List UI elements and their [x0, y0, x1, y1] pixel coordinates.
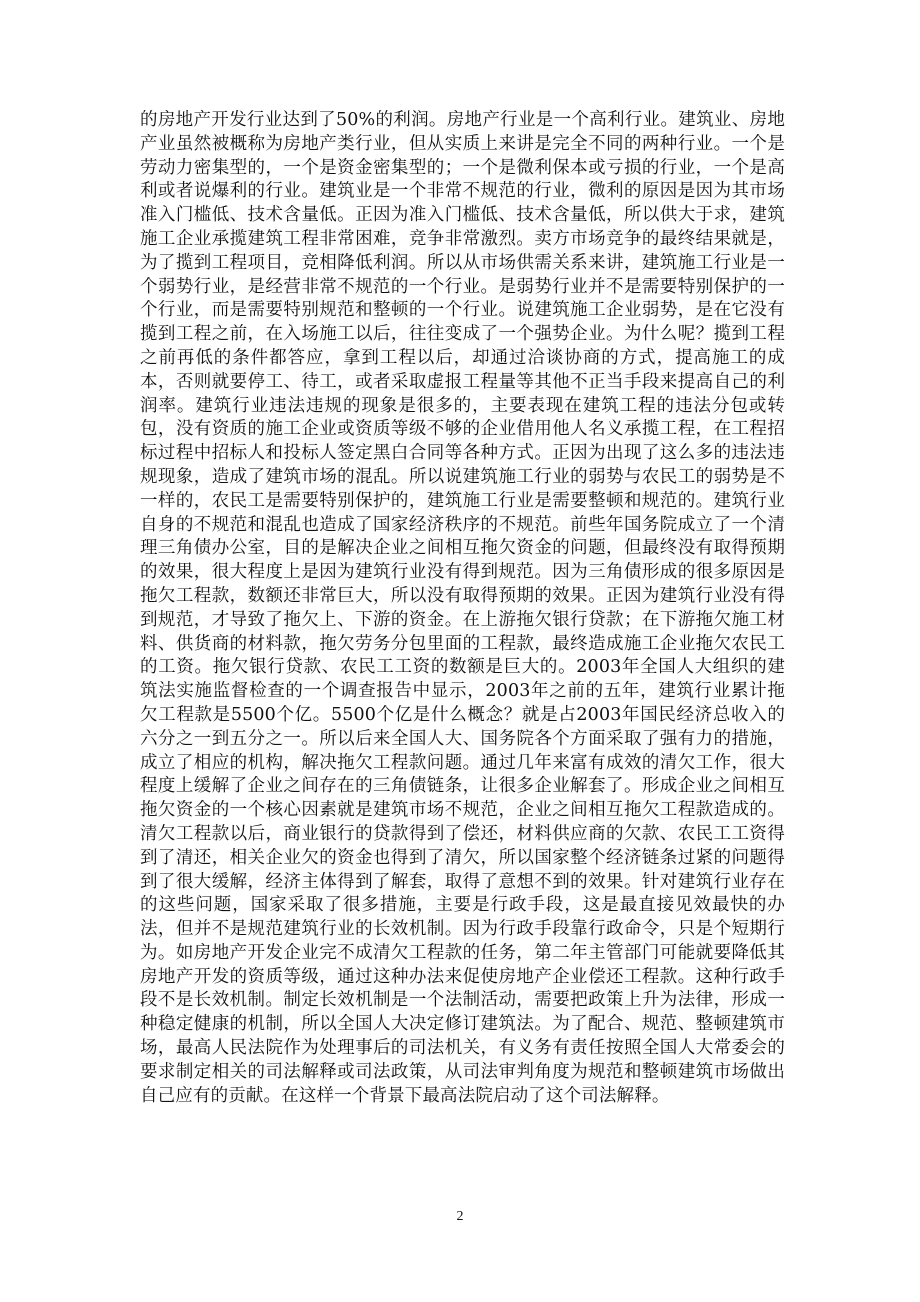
- page-number: 2: [456, 1209, 464, 1224]
- body-paragraph: 的房地产开发行业达到了50%的利润。房地产行业是一个高利行业。建筑业、房地产业虽然被概称为房地产类行业，但从实质上来讲是完全不同的两种行业。一个是劳动力密集型的，一个是资金密集型的；一个是微利保本或亏损的行业，一个是高利或者说爆利的行业。建筑业是一个非常不规范的行业，微利的原因是因为其市场准入门槛低、技术含量低。正因为准入门槛低、技术含量低，所以供大于求，建筑施工企业承揽建筑工程非常困难，竞争非常激烈。卖方市场竞争的最终结果就是，为了揽到工程项目，竞相降低利润。所以从市场供需关系来讲，建筑施工行业是一个弱势行业，是经营非常不规范的一个行业。是弱势行业并不是需要特别保护的一个行业，而是需要特别规范和整顿的一个行业。说建筑施工企业弱势，是在它没有揽到工程之前，在入场施工以后，往往变成了一个强势企业。为什么呢？揽到工程之前再低的条件都答应，拿到工程以后，却通过洽谈协商的方式，提高施工的成本，否则就要停工、待工，或者采取虚报工程量等其他不正当手段来提高自己的利润率。建筑行业违法违规的现象是很多的，主要表现在建筑工程的违法分包或转包，没有资质的施工企业或资质等级不够的企业借用他人名义承揽工程，在工程招标过程中招标人和投标人签定黑白合同等各种方式。正因为出现了这么多的违法违规现象，造成了建筑市场的混乱。所以说建筑施工行业的弱势与农民工的弱势是不一样的，农民工是需要特别保护的，建筑施工行业是需要整顿和规范的。建筑行业自身的不规范和混乱也造成了国家经济秩序的不规范。前些年国务院成立了一个清理三角债办公室，目的是解决企业之间相互拖欠资金的问题，但最终没有取得预期的效果，很大程度上是因为建筑行业没有得到规范。因为三角债形成的很多原因是拖欠工程款，数额还非常巨大，所以没有取得预期的效果。正因为建筑行业没有得到规范，才导致了拖欠上、下游的资金。在上游拖欠银行贷款；在下游拖欠施工材料、供货商的材料款，拖欠劳务分包里面的工程款，最终造成施工企业拖欠农民工的工资。拖欠银行贷款、农民工工资的数额是巨大的。2003年全国人大组织的建筑法实施监督检查的一个调查报告中显示，2003年之前的五年，建筑行业累计拖欠工程款是5500个亿。5500个亿是什么概念？就是占2003年国民经济总收入的六分之一到五分之一。所以后来全国人大、国务院各个方面采取了强有力的措施，成立了相应的机构，解决拖欠工程款问题。通过几年来富有成效的清欠工作，很大程度上缓解了企业之间存在的三角债链条，让很多企业解套了。形成企业之间相互拖欠资金的一个核心因素就是建筑市场不规范，企业之间相互拖欠工程款造成的。清欠工程款以后，商业银行的贷款得到了偿还，材料供应商的欠款、农民工工资得到了清还，相关企业欠的资金也得到了清欠，所以国家整个经济链条过紧的问题得到了很大缓解，经济主体得到了解套，取得了意想不到的效果。针对建筑行业存在的这些问题，国家采取了很多措施，主要是行政手段，这是最直接见效最快的办法，但并不是规范建筑行业的长效机制。因为行政手段靠行政命令，只是个短期行为。如房地产开发企业完不成清欠工程款的任务，第二年主管部门可能就要降低其房地产开发的资质等级，通过这种办法来促使房地产企业偿还工程款。这种行政手段不是长效机制。制定长效机制是一个法制活动，需要把政策上升为法律，形成一种稳定健康的机制，所以全国人大决定修订建筑法。为了配合、规范、整顿建筑市场，最高人民法院作为处理事后的司法机关，有义务有责任按照全国人大常委会的要求制定相关的司法解释或司法政策，从司法审判角度为规范和整顿建筑市场做出自己应有的贡献。在这样一个背景下最高法院启动了这个司法解释。: [140, 110, 785, 1106]
